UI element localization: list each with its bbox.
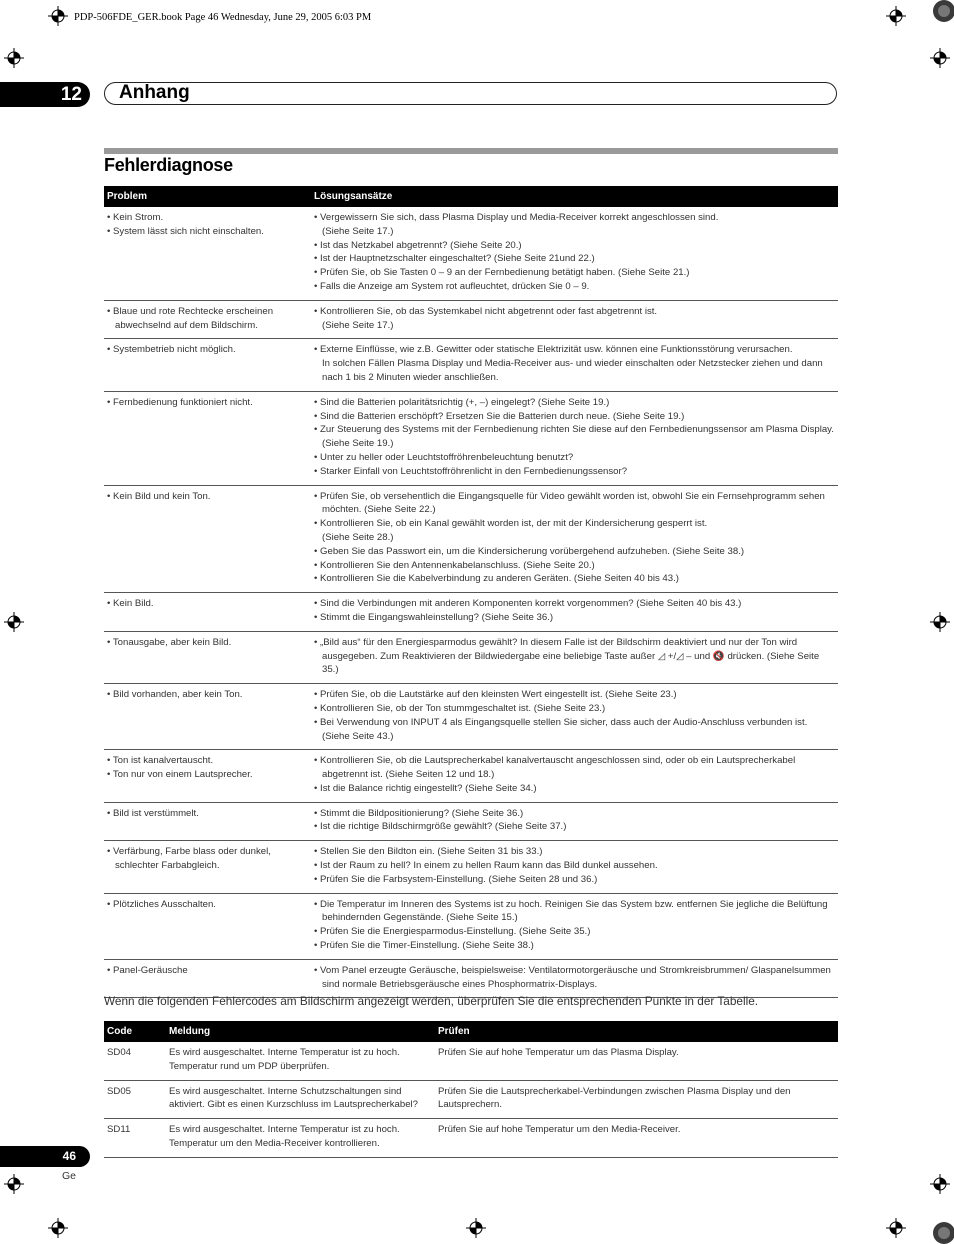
registration-mark-icon [930,48,950,68]
table-row [104,593,838,632]
solution-item: • Stellen Sie den Bildton ein. (Siehe Seiten 31 bis 33.) [314,845,835,859]
solution-cell [311,841,838,893]
table-row [104,631,838,683]
section-divider [104,148,838,154]
solution-cell [311,207,838,300]
problem-item: • Fernbedienung funktioniert nicht. [107,396,308,410]
color-bar-icon [932,1220,954,1244]
column-header-solutions: Lösungsansätze [311,186,838,207]
problem-cell [104,959,311,998]
problem-cell [104,207,311,300]
registration-mark-icon [4,1174,24,1194]
registration-mark-icon [48,1218,68,1238]
chapter-number: 12 [60,84,82,105]
problem-cell [104,750,311,802]
error-check-cell: Prüfen Sie die Lautsprecherkabel-Verbindungen zwischen Plasma Display und den Lautsprechern. [435,1080,838,1119]
solution-item: (Siehe Seite 28.) [322,531,394,543]
table-row [104,893,838,959]
solution-item: • Vergewissern Sie sich, dass Plasma Display und Media-Receiver korrekt angeschlossen sind. [314,211,835,225]
table-header-row [104,186,838,207]
troubleshooting-table [104,186,838,998]
solution-item: • Ist der Raum zu hell? In einem zu hellen Raum kann das Bild dunkel aussehen. [314,859,835,873]
registration-mark-icon [930,612,950,632]
error-code-table [104,1021,838,1158]
solution-cell [311,391,838,485]
problem-cell [104,593,311,632]
solution-item: • Bei Verwendung von INPUT 4 als Eingangsquelle stellen Sie sicher, dass auch der Audio-Anschluss verbunden ist. (Siehe Seite 43.) [314,716,835,744]
solution-cell [311,631,838,683]
table-row [104,1080,838,1119]
registration-mark-icon [4,612,24,632]
table-header-row [104,1021,838,1042]
solution-item: • Externe Einflüsse, wie z.B. Gewitter oder statische Elektrizität usw. können eine Funktionsstörung verursachen. [314,343,835,357]
problem-item: • Panel-Geräusche [107,964,308,978]
solution-item: • Zur Steuerung des Systems mit der Fernbedienung richten Sie diese auf den Fernbedienungssensor am Plasma Display. (Siehe Seite 19.) [314,423,835,451]
column-header-problem: Problem [104,186,311,207]
solution-item: • Prüfen Sie, ob versehentlich die Eingangsquelle für Video gewählt worden ist, obwohl Sie ein Fernsehprogramm sehen möchten. (Siehe Seite 22.) [314,490,835,518]
solution-item: • Starker Einfall von Leuchtstoffröhrenlicht in den Fernbedienungssensor? [314,465,835,479]
problem-item: • Blaue und rote Rechtecke erscheinen abwechselnd auf dem Bildschirm. [107,305,308,333]
solution-item: In solchen Fällen Plasma Display und Media-Receiver aus- und wieder einschalten oder Netzstecker ziehen und dann nach 1 bis 2 Minuten wieder anschließen. [322,358,823,383]
solution-item: • Kontrollieren Sie, ob der Ton stummgeschaltet ist. (Siehe Seite 23.) [314,702,835,716]
problem-item: • Bild vorhanden, aber kein Ton. [107,688,308,702]
solution-cell [311,959,838,998]
solution-item: • Kontrollieren Sie den Antennenkabelanschluss. (Siehe Seite 20.) [314,559,835,573]
solution-item: • Geben Sie das Passwort ein, um die Kindersicherung vorübergehend aufzuheben. (Siehe Seite 38.) [314,545,835,559]
problem-item: • Kein Bild. [107,597,308,611]
chapter-title: Anhang [119,82,190,103]
solution-item: • Sind die Batterien erschöpft? Ersetzen Sie die Batterien durch neue. (Siehe Seite 19.) [314,410,835,424]
solution-item: • Prüfen Sie die Timer-Einstellung. (Siehe Seite 38.) [314,939,835,953]
solution-cell [311,593,838,632]
problem-cell [104,893,311,959]
solution-cell [311,684,838,750]
problem-item: • Plötzliches Ausschalten. [107,898,308,912]
problem-item: • Kein Bild und kein Ton. [107,490,308,504]
problem-cell [104,339,311,391]
problem-item: • Ton ist kanalvertauscht. [107,754,308,768]
solution-item: • Stimmt die Eingangswahleinstellung? (Siehe Seite 36.) [314,611,835,625]
error-code-cell: SD05 [104,1080,166,1119]
table-row [104,207,838,300]
solution-cell [311,893,838,959]
error-check-cell: Prüfen Sie auf hohe Temperatur um das Plasma Display. [435,1042,838,1080]
solution-item: • Unter zu heller oder Leuchtstoffröhrenbeleuchtung benutzt? [314,451,835,465]
registration-mark-icon [930,1174,950,1194]
problem-cell [104,631,311,683]
table-row [104,485,838,593]
section-title: Fehlerdiagnose [104,155,233,175]
problem-cell [104,391,311,485]
solution-item: • Kontrollieren Sie, ob die Lautsprecherkabel kanalvertauscht angeschlossen sind, oder ob ein Lautsprecherkabel abgetrennt ist. (Siehe Seiten 12 und 18.) [314,754,835,782]
error-message-cell: Es wird ausgeschaltet. Interne Temperatur ist zu hoch. Temperatur um den Media-Receiver kontrollieren. [166,1119,435,1158]
table-row [104,1119,838,1158]
registration-mark-icon [886,1218,906,1238]
registration-mark-icon [886,6,906,26]
table-row [104,841,838,893]
table-row [104,300,838,339]
solution-item: • Prüfen Sie, ob Sie Tasten 0 – 9 an der Fernbedienung betätigt haben. (Siehe Seite 21.) [314,266,835,280]
solution-cell [311,339,838,391]
registration-mark-icon [48,6,68,26]
solution-cell [311,750,838,802]
solution-item: • Kontrollieren Sie die Kabelverbindung zu anderen Geräten. (Siehe Seiten 40 bis 43.) [314,572,835,586]
solution-item: • Ist das Netzkabel abgetrennt? (Siehe Seite 20.) [314,239,835,253]
chapter-number-badge [0,82,90,107]
page-number: 46 [62,1149,76,1163]
registration-mark-icon [466,1218,486,1238]
page-number-badge [0,1146,90,1167]
solution-cell [311,485,838,593]
problem-cell [104,841,311,893]
table-row [104,1042,838,1080]
table-row [104,391,838,485]
table-row [104,750,838,802]
error-code-note: Wenn die folgenden Fehlercodes am Bildschirm angezeigt werden, überprüfen Sie die entsprechenden Punkte in der Tabelle. [104,994,759,1008]
problem-item: • Systembetrieb nicht möglich. [107,343,308,357]
column-header-message: Meldung [166,1021,435,1042]
error-code-cell: SD11 [104,1119,166,1158]
solution-item: • Kontrollieren Sie, ob ein Kanal gewählt worden ist, der mit der Kindersicherung gesperrt ist. [314,517,835,531]
solution-item: • Die Temperatur im Inneren des Systems ist zu hoch. Reinigen Sie das System bzw. entfernen Sie jegliche die Belüftung behindernden Gegenstände. (Siehe Seite 15.) [314,898,835,926]
solution-item: • Prüfen Sie die Energiesparmodus-Einstellung. (Siehe Seite 35.) [314,925,835,939]
solution-item: • Prüfen Sie die Farbsystem-Einstellung. (Siehe Seiten 28 und 36.) [314,873,835,887]
column-header-check: Prüfen [435,1021,838,1042]
solution-item: • Ist die Balance richtig eingestellt? (Siehe Seite 34.) [314,782,835,796]
solution-item: • „Bild aus“ für den Energiesparmodus gewählt? In diesem Falle ist der Bildschirm deaktiviert und nur der Ton wird ausgegeben. Zum Reaktivieren der Bildwiedergabe eine beliebige Taste außer ◿ +/◿ – und 🔇 drücken. (Siehe Seite 35.) [314,636,835,677]
solution-item: • Kontrollieren Sie, ob das Systemkabel nicht abgetrennt oder fast abgetrennt ist. [314,305,835,319]
solution-item: • Sind die Verbindungen mit anderen Komponenten korrekt vorgenommen? (Siehe Seiten 40 bis 43.) [314,597,835,611]
solution-cell [311,802,838,841]
problem-cell [104,300,311,339]
error-code-cell: SD04 [104,1042,166,1080]
problem-item: • Kein Strom. [107,211,308,225]
solution-item: • Stimmt die Bildpositionierung? (Siehe Seite 36.) [314,807,835,821]
problem-cell [104,485,311,593]
color-bar-icon [932,0,954,24]
solution-item: (Siehe Seite 17.) [322,319,394,331]
solution-item: • Vom Panel erzeugte Geräusche, beispielsweise: Ventilatormotorgeräusche und Stromkreisbrummen/ Glaspanelsummen sind normale Betriebsgeräusche eines Phosphormatrix-Displays. [314,964,835,992]
table-row [104,339,838,391]
problem-item: • Ton nur von einem Lautsprecher. [107,768,308,782]
solution-item: • Falls die Anzeige am System rot aufleuchtet, drücken Sie 0 – 9. [314,280,835,294]
error-message-cell: Es wird ausgeschaltet. Interne Temperatur ist zu hoch. Temperatur rund um PDP überprüfen. [166,1042,435,1080]
problem-item: • Tonausgabe, aber kein Bild. [107,636,308,650]
table-row [104,959,838,998]
solution-item: • Sind die Batterien polaritätsrichtig (+, –) eingelegt? (Siehe Seite 19.) [314,396,835,410]
column-header-code: Code [104,1021,166,1042]
solution-item: • Ist der Hauptnetzschalter eingeschaltet? (Siehe Seite 21und 22.) [314,252,835,266]
problem-cell [104,802,311,841]
language-code: Ge [62,1170,77,1182]
solution-item: (Siehe Seite 17.) [322,225,394,237]
error-check-cell: Prüfen Sie auf hohe Temperatur um den Media-Receiver. [435,1119,838,1158]
problem-cell [104,684,311,750]
problem-item: • Verfärbung, Farbe blass oder dunkel, schlechter Farbabgleich. [107,845,308,873]
problem-item: • System lässt sich nicht einschalten. [107,225,308,239]
error-message-cell: Es wird ausgeschaltet. Interne Schutzschaltungen sind aktiviert. Gibt es einen Kurzschluss im Lautsprecherkabel? [166,1080,435,1119]
print-header: PDP-506FDE_GER.book Page 46 Wednesday, June 29, 2005 6:03 PM [74,12,372,23]
table-row [104,802,838,841]
problem-item: • Bild ist verstümmelt. [107,807,308,821]
registration-mark-icon [4,48,24,68]
solution-item: • Ist die richtige Bildschirmgröße gewählt? (Siehe Seite 37.) [314,820,835,834]
table-row [104,684,838,750]
chapter-title-box [104,82,837,105]
solution-cell [311,300,838,339]
solution-item: • Prüfen Sie, ob die Lautstärke auf den kleinsten Wert eingestellt ist. (Siehe Seite 23.) [314,688,835,702]
